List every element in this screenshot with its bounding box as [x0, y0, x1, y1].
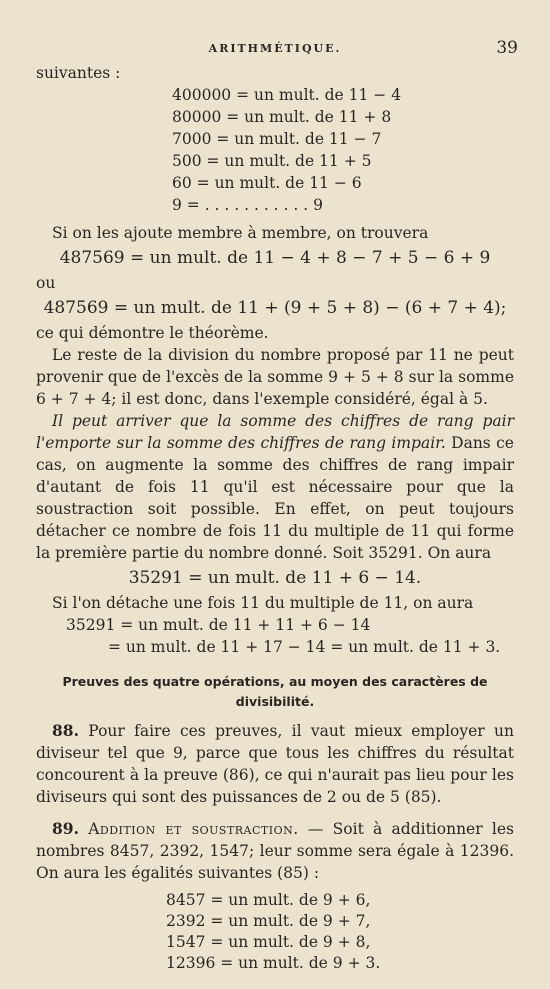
equation-line: 60 = un mult. de 11 − 6 [172, 174, 362, 192]
page-body [36, 62, 514, 974]
paragraph-pair [36, 410, 514, 564]
equation-group-decomposition [36, 84, 514, 216]
word-ou: ou [36, 274, 56, 292]
intro-text: suivantes : [36, 64, 121, 82]
equation-line: 2392 = un mult. de 9 + 7, [166, 912, 371, 930]
equation-grouped: 487569 = un mult. de 11 + (9 + 5 + 8) − (6 + 7 + 4); [43, 298, 507, 318]
paragraph-pair-rest: Dans ce cas, on augmente la somme des chiffres de rang impair d'autant de fois 11 qu'il est nécessaire pour que la soustraction soit possible. En effet, on peut toujours détacher ce nombre de fois 11 du multiple de 11 qui forme la première partie du nombre donné. Soit 35291. On aura [36, 434, 514, 562]
paragraph-number: 89. [52, 819, 79, 838]
equation-sum: 487569 = un mult. de 11 − 4 + 8 − 7 + 5 − 6 + 9 [59, 248, 491, 268]
section-heading: Preuves des quatre opérations, au moyen des caractères de divisibilité. [62, 674, 488, 709]
equation-line: 400000 = un mult. de 11 − 4 [172, 86, 402, 104]
paragraph-number: 88. [52, 721, 79, 740]
equation-line: 9 = . . . . . . . . . . . 9 [172, 196, 323, 214]
equation-line: 8457 = un mult. de 9 + 6, [166, 891, 371, 909]
sentence-addition: Si on les ajoute membre à membre, on trouvera [52, 224, 429, 242]
page-header [0, 38, 550, 60]
equation-line: 1547 = un mult. de 9 + 8, [166, 933, 371, 951]
sentence-detache: Si l'on détache une fois 11 du multiple de 11, on aura [52, 594, 474, 612]
equation-line: 12396 = un mult. de 9 + 3. [166, 954, 381, 972]
italic-statement: Il peut arriver que la somme des chiffres de rang pair l'emporte sur la somme des chiffres de rang impair. [36, 412, 514, 452]
equation-line: = un mult. de 11 + 17 − 14 = un mult. de 11 + 3. [108, 638, 501, 656]
equation-line: 7000 = un mult. de 11 − 7 [172, 130, 382, 148]
paragraph-89-text: — Soit à additionner les nombres 8457, 2392, 1547; leur somme sera égale à 12396. On aura les égalités suivantes (85) : [36, 820, 514, 882]
paragraph-88-text: Pour faire ces preuves, il vaut mieux employer un diviseur tel que 9, parce que tous les chiffres du résultat concourent à la preuve (86), ce qui n'aurait pas lieu pour les diviseurs qui sont des puissances de 2 ou de 5 (85). [36, 722, 514, 806]
page-number: 39 [496, 38, 518, 58]
equation-group-addition [36, 890, 514, 974]
equation-35291: 35291 = un mult. de 11 + 6 − 14. [128, 568, 422, 588]
equation-line: 35291 = un mult. de 11 + 11 + 6 − 14 [66, 616, 371, 634]
equation-line: 80000 = un mult. de 11 + 8 [172, 108, 392, 126]
running-title: ARITHMÉTIQUE. [208, 42, 342, 55]
paragraph-89-title: Addition et soustraction. [88, 820, 299, 838]
paragraph-88 [36, 720, 514, 808]
paragraph-reste: Le reste de la division du nombre proposé par 11 ne peut provenir que de l'excès de la somme 9 + 5 + 8 sur la somme 6 + 7 + 4; il est donc, dans l'exemple considéré, égal à 5. [36, 346, 514, 408]
equation-line: 500 = un mult. de 11 + 5 [172, 152, 372, 170]
equation-group-detache [36, 614, 514, 658]
conclusion-text: ce qui démontre le théorème. [36, 324, 269, 342]
paragraph-89 [36, 818, 514, 884]
